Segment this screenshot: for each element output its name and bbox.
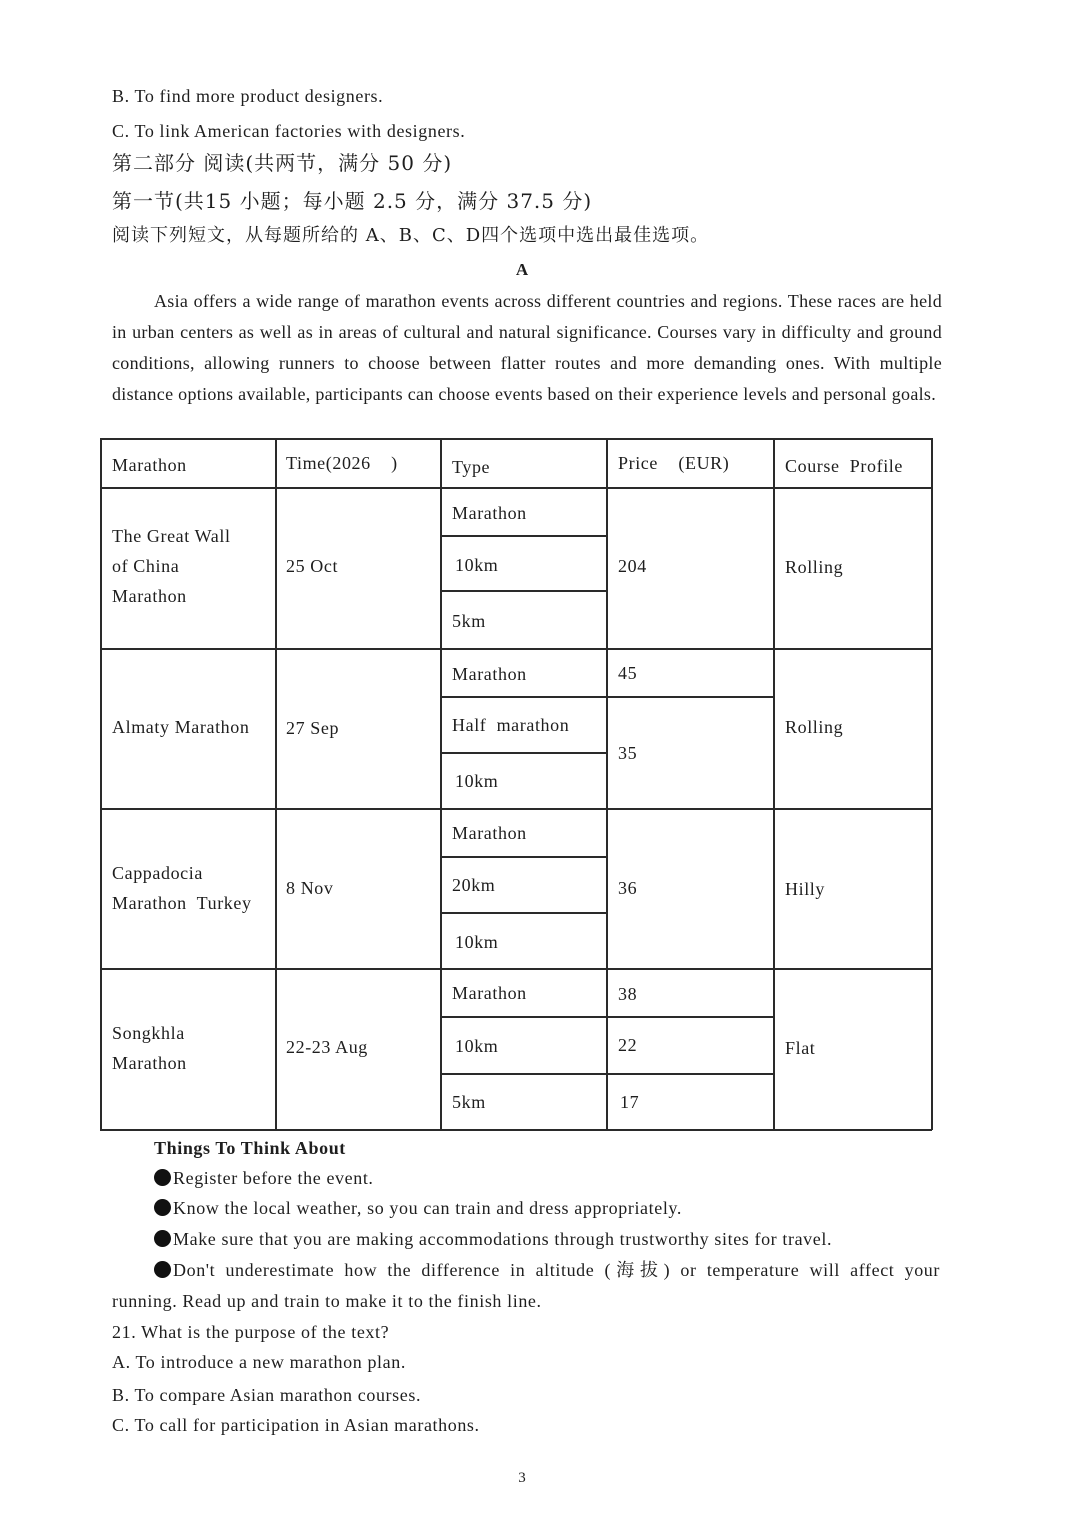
tip-text: Make sure that you are making accommodations through trustworthy sites for travel. xyxy=(173,1229,833,1249)
things-title: Things To Think About xyxy=(154,1138,346,1158)
race-type: 10km xyxy=(455,1036,499,1056)
table-border xyxy=(773,438,775,1130)
header-price: Price (EUR) xyxy=(618,453,730,473)
header-marathon: Marathon xyxy=(112,455,187,475)
marathon-name: Songkhla xyxy=(112,1023,185,1043)
race-price: 22 xyxy=(618,1035,638,1055)
race-type: 10km xyxy=(455,932,499,952)
race-price: 17 xyxy=(620,1092,640,1112)
tip-text: Register before the event. xyxy=(173,1168,374,1188)
bullet-icon xyxy=(154,1261,171,1278)
page-number: 3 xyxy=(518,1470,526,1486)
header-course-profile: Course Profile xyxy=(785,456,903,476)
table-border xyxy=(100,1129,932,1131)
table-border xyxy=(606,438,608,1130)
tip-item xyxy=(154,1197,682,1219)
question-stem: 21. What is the purpose of the text? xyxy=(112,1322,390,1342)
option-c-prev: C. To link American factories with designers. xyxy=(112,121,466,141)
table-border xyxy=(100,968,932,970)
table-border xyxy=(440,856,607,858)
table-border xyxy=(275,438,277,1130)
race-type: Marathon xyxy=(452,983,527,1003)
table-border xyxy=(440,590,607,592)
table-border xyxy=(100,648,932,650)
marathon-name: Marathon xyxy=(112,586,187,606)
race-price: 35 xyxy=(618,743,638,763)
table-border xyxy=(931,438,933,1130)
course-profile: Rolling xyxy=(785,557,844,577)
marathon-name: Marathon Turkey xyxy=(112,893,252,913)
marathon-time: 25 Oct xyxy=(286,556,339,576)
race-type: Half marathon xyxy=(452,715,570,735)
race-price: 38 xyxy=(618,984,638,1004)
race-price: 36 xyxy=(618,878,638,898)
question-option-c: C. To call for participation in Asian marathons. xyxy=(112,1415,480,1435)
race-type: Marathon xyxy=(452,503,527,523)
race-type: 10km xyxy=(455,771,499,791)
race-type: 10km xyxy=(455,555,499,575)
table-border xyxy=(100,438,102,1130)
passage-intro xyxy=(112,286,942,410)
bullet-icon xyxy=(154,1230,171,1247)
tip-text: Don't underestimate how the difference in altitude (海拔) or temperature will affect your xyxy=(173,1260,940,1280)
table-border xyxy=(440,1016,774,1018)
race-type: Marathon xyxy=(452,664,527,684)
question-option-b: B. To compare Asian marathon courses. xyxy=(112,1385,422,1405)
table-border xyxy=(100,487,932,489)
question-option-a: A. To introduce a new marathon plan. xyxy=(112,1352,406,1372)
marathon-name: Cappadocia xyxy=(112,863,203,883)
tip-item xyxy=(154,1167,374,1189)
part-heading: 第二部分 阅读(共两节，满分 50 分) xyxy=(112,151,453,175)
marathon-time: 8 Nov xyxy=(286,878,334,898)
header-type: Type xyxy=(452,457,491,477)
header-time: Time(2026 ) xyxy=(286,453,398,473)
option-b-prev: B. To find more product designers. xyxy=(112,86,384,106)
race-type: 20km xyxy=(452,875,496,895)
table-border xyxy=(440,1073,774,1075)
bullet-icon xyxy=(154,1199,171,1216)
marathon-name: of China xyxy=(112,556,180,576)
table-border xyxy=(100,438,932,440)
table-border xyxy=(440,912,607,914)
table-border xyxy=(440,438,442,1130)
passage-intro-text: Asia offers a wide range of marathon events across different countries and regions. These races are held in urban centers as well as in areas of cultural and natural significance. Courses vary in difficulty and ground conditions, allowing runners to choose between flatter routes and more demanding ones. With multiple distance options available, participants can choose events based on their experience levels and personal goals. xyxy=(112,291,942,404)
instruction-text: 阅读下列短文，从每题所给的 A、B、C、D四个选项中选出最佳选项。 xyxy=(112,225,710,246)
tip-item xyxy=(154,1259,940,1281)
table-border xyxy=(100,808,932,810)
marathon-name: Almaty Marathon xyxy=(112,717,250,737)
tip-text-continued: running. Read up and train to make it to the finish line. xyxy=(112,1291,542,1311)
table-border xyxy=(440,752,607,754)
bullet-icon xyxy=(154,1169,171,1186)
race-price: 204 xyxy=(618,556,647,576)
course-profile: Hilly xyxy=(785,879,826,899)
course-profile: Rolling xyxy=(785,717,844,737)
marathon-time: 27 Sep xyxy=(286,718,340,738)
marathon-time: 22-23 Aug xyxy=(286,1037,368,1057)
race-type: 5km xyxy=(452,1092,486,1112)
marathon-name: Marathon xyxy=(112,1053,187,1073)
race-type: Marathon xyxy=(452,823,527,843)
section-heading: 第一节(共15 小题；每小题 2.5 分，满分 37.5 分) xyxy=(112,189,593,213)
marathon-name: The Great Wall xyxy=(112,526,231,546)
table-border xyxy=(440,696,774,698)
race-type: 5km xyxy=(452,611,486,631)
tip-item xyxy=(154,1228,832,1250)
race-price: 45 xyxy=(618,663,638,683)
tip-text: Know the local weather, so you can train and dress appropriately. xyxy=(173,1198,682,1218)
table-border xyxy=(440,535,607,537)
course-profile: Flat xyxy=(785,1038,816,1058)
passage-label: A xyxy=(515,260,529,279)
